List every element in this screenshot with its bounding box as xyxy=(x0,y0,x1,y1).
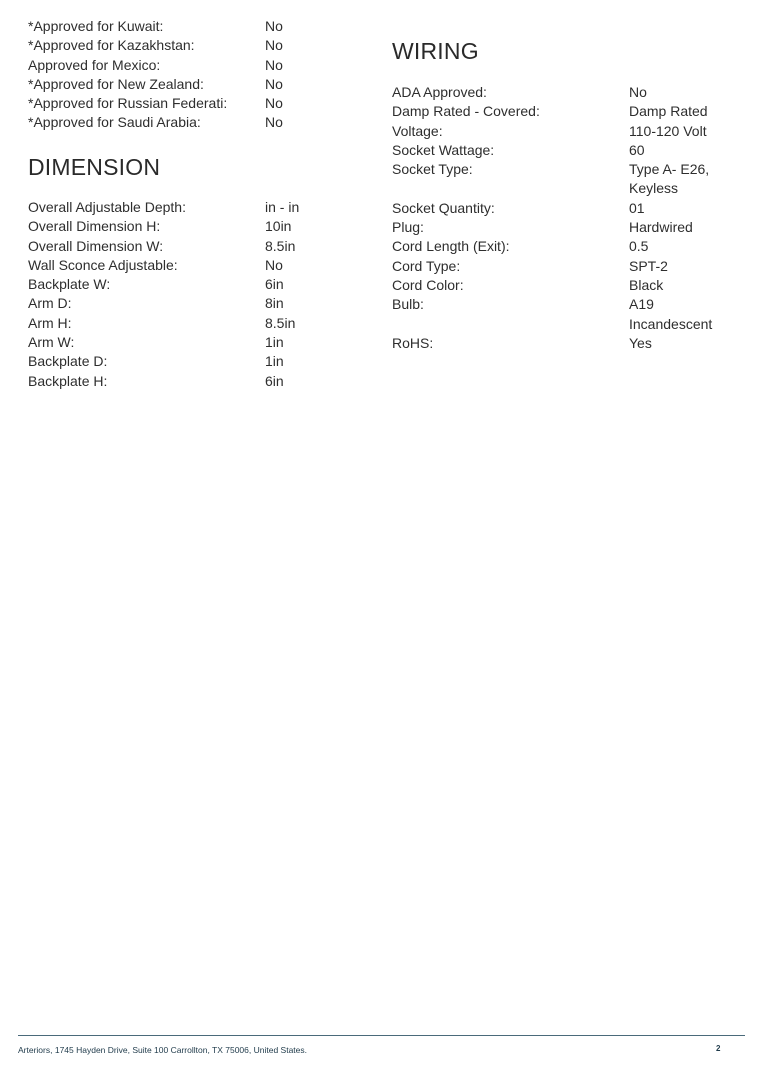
spec-row-cord-length xyxy=(392,237,729,256)
spec-label: Backplate W: xyxy=(28,276,111,293)
wiring-heading: WIRING xyxy=(392,38,479,64)
spec-label: Arm H: xyxy=(28,314,72,331)
approvals-list xyxy=(28,17,283,133)
spec-row-socket-quantity xyxy=(392,199,729,218)
spec-value: No xyxy=(265,114,283,131)
spec-value: No xyxy=(629,84,647,100)
spec-label: Bulb: xyxy=(392,296,424,313)
spec-label: Cord Type: xyxy=(392,257,461,274)
spec-label: Approved for Mexico: xyxy=(28,56,161,73)
spec-row-damp-rated xyxy=(392,102,729,121)
spec-label: Socket Wattage: xyxy=(392,141,495,158)
spec-row-socket-wattage xyxy=(392,141,729,160)
spec-row-overall-dimension-w xyxy=(28,237,299,256)
spec-row-cord-color xyxy=(392,276,729,295)
spec-label: Voltage: xyxy=(392,122,443,139)
spec-value: Hardwired xyxy=(629,219,693,236)
spec-value: Yes xyxy=(629,334,652,351)
spec-row-wall-sconce-adjustable xyxy=(28,256,299,275)
spec-value: No xyxy=(265,37,283,54)
spec-label: Arm D: xyxy=(28,295,72,312)
spec-row-ada-approved xyxy=(392,83,729,102)
spec-label: Arm W: xyxy=(28,334,75,351)
spec-row-socket-type xyxy=(392,160,729,199)
spec-label: RoHS: xyxy=(392,334,434,351)
spec-row-approved-russian-federation xyxy=(28,94,283,113)
spec-value: 01 xyxy=(629,199,645,216)
spec-row-rohs xyxy=(392,334,729,353)
spec-value: 60 xyxy=(629,141,645,158)
spec-row-arm-w xyxy=(28,333,299,352)
page-number: 2 xyxy=(716,1044,721,1053)
spec-label: Plug: xyxy=(392,219,424,236)
spec-label: *Approved for Kuwait: xyxy=(28,18,164,34)
spec-label: Backplate D: xyxy=(28,353,108,370)
spec-row-arm-d xyxy=(28,294,299,313)
spec-row-approved-mexico xyxy=(28,56,283,75)
spec-row-arm-h xyxy=(28,314,299,333)
spec-value: 1in xyxy=(265,353,284,370)
spec-value: No xyxy=(265,56,283,73)
spec-value: 6in xyxy=(265,372,284,389)
footer-divider xyxy=(18,1035,745,1036)
footer-address: Arteriors, 1745 Hayden Drive, Suite 100 Carrollton, TX 75006, United States. xyxy=(18,1045,307,1055)
spec-label: Overall Dimension H: xyxy=(28,218,161,235)
spec-value: 1in xyxy=(265,334,284,351)
spec-row-approved-saudi-arabia xyxy=(28,113,283,132)
spec-label: Damp Rated - Covered: xyxy=(392,103,540,120)
spec-row-overall-adjustable-depth xyxy=(28,198,299,217)
spec-value: A19 Incandescent xyxy=(629,296,713,332)
spec-row-voltage xyxy=(392,122,729,141)
spec-row-approved-kuwait xyxy=(28,17,283,36)
spec-label: *Approved for New Zealand: xyxy=(28,75,204,92)
spec-value: 6in xyxy=(265,276,284,293)
spec-label: Backplate H: xyxy=(28,372,108,389)
spec-row-cord-type xyxy=(392,257,729,276)
spec-label: Socket Quantity: xyxy=(392,199,495,216)
spec-label: Cord Color: xyxy=(392,276,464,293)
spec-value: Type A- E26, Keyless xyxy=(629,161,710,197)
spec-label: ADA Approved: xyxy=(392,84,487,100)
spec-value: 0.5 xyxy=(629,238,649,255)
spec-value: SPT-2 xyxy=(629,257,668,274)
spec-label: Overall Adjustable Depth: xyxy=(28,199,186,215)
spec-row-bulb xyxy=(392,295,729,334)
spec-label: *Approved for Kazakhstan: xyxy=(28,37,195,54)
spec-row-backplate-w xyxy=(28,275,299,294)
spec-value: Damp Rated xyxy=(629,103,708,120)
dimension-list xyxy=(28,198,299,391)
spec-row-backplate-d xyxy=(28,352,299,371)
spec-value: 8.5in xyxy=(265,314,296,331)
spec-row-approved-kazakhstan xyxy=(28,36,283,55)
spec-value: 110-120 Volt xyxy=(629,122,707,139)
wiring-list xyxy=(392,83,729,353)
spec-row-approved-new-zealand xyxy=(28,75,283,94)
spec-value: No xyxy=(265,256,283,273)
dimension-heading: DIMENSION xyxy=(28,154,161,180)
spec-value: No xyxy=(265,95,283,112)
spec-row-backplate-h xyxy=(28,372,299,391)
spec-label: Socket Type: xyxy=(392,161,473,178)
spec-row-overall-dimension-h xyxy=(28,217,299,236)
spec-value: 10in xyxy=(265,218,292,235)
spec-label: Overall Dimension W: xyxy=(28,237,164,254)
spec-row-plug xyxy=(392,218,729,237)
spec-value: 8in xyxy=(265,295,284,312)
spec-value: in - in xyxy=(265,199,300,215)
spec-label: *Approved for Russian Federati: xyxy=(28,95,228,112)
spec-label: Wall Sconce Adjustable: xyxy=(28,256,178,273)
spec-label: Cord Length (Exit): xyxy=(392,238,510,255)
spec-label: *Approved for Saudi Arabia: xyxy=(28,114,201,131)
spec-value: No xyxy=(265,75,283,92)
spec-value: No xyxy=(265,18,283,34)
spec-value: Black xyxy=(629,276,664,293)
spec-value: 8.5in xyxy=(265,237,296,254)
